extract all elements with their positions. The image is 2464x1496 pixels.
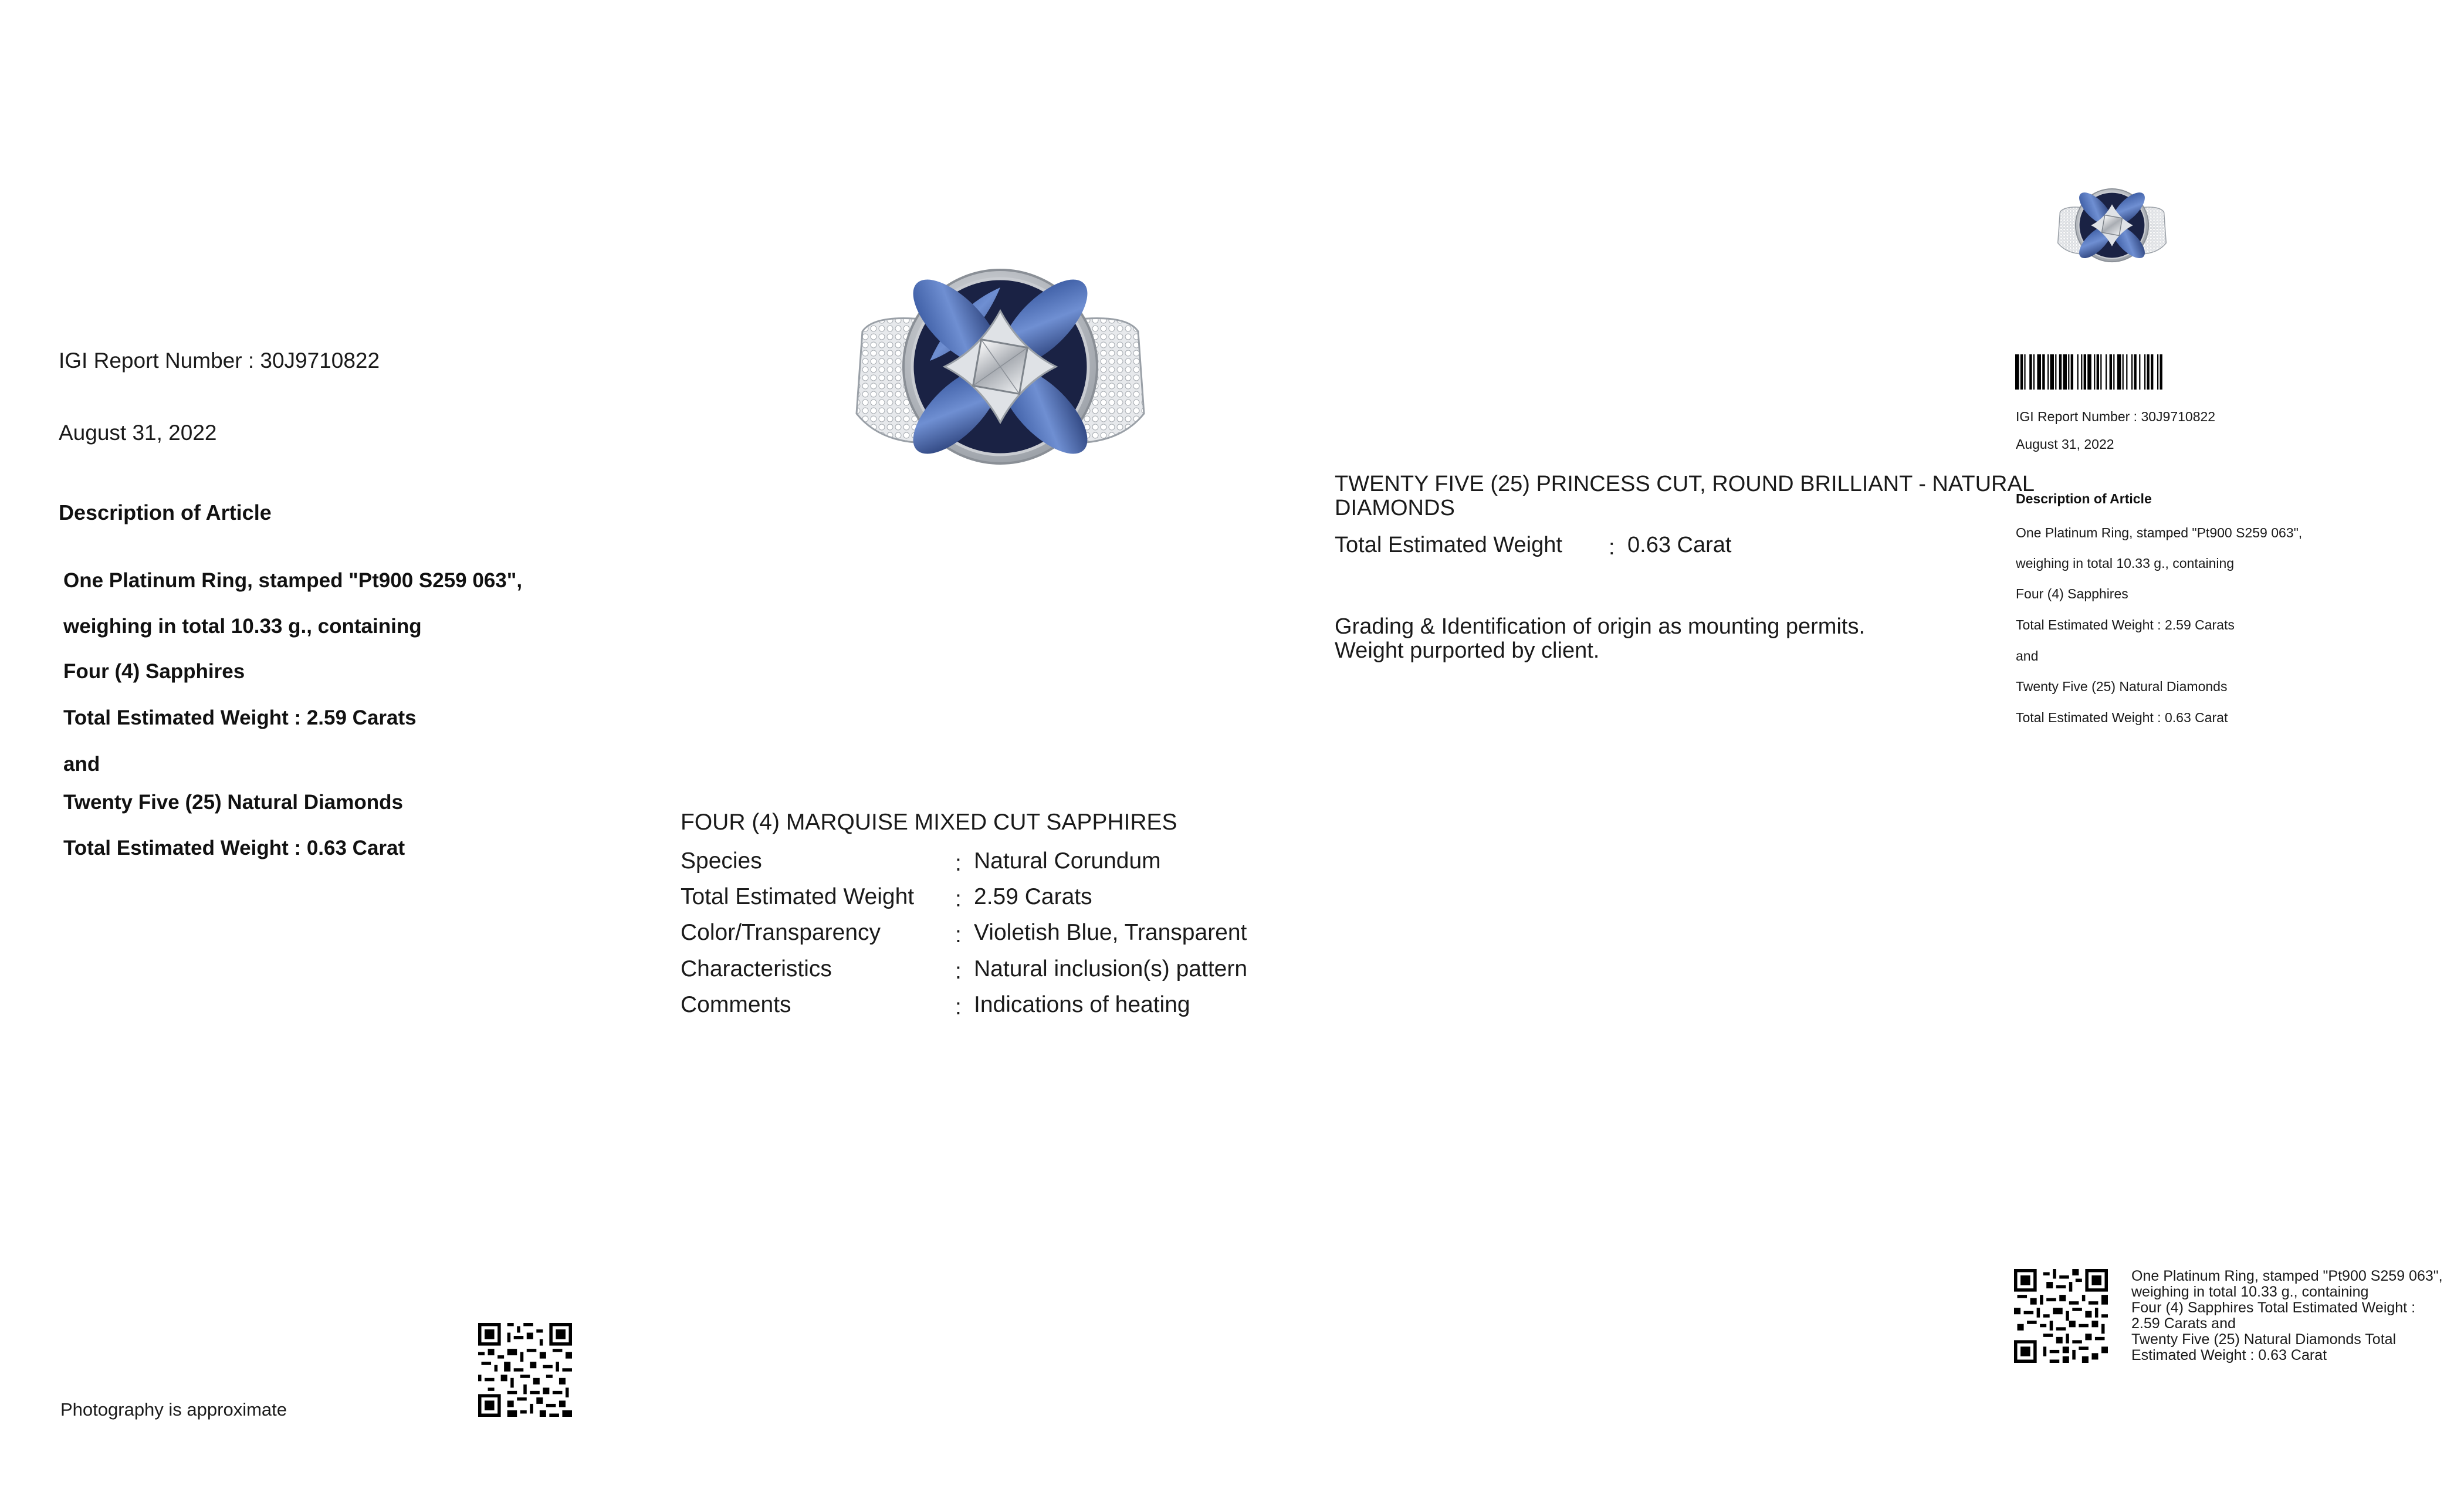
sapphire-row-label: Characteristics [681,956,832,981]
ring-photo [845,267,1156,469]
sapphire-row-sep: : [955,959,962,984]
sapphire-row-label: Total Estimated Weight [681,884,915,909]
sapphire-row-value: Indications of heating [974,992,1190,1017]
sapphire-row-value: Natural inclusion(s) pattern [974,956,1248,981]
photo-note: Photography is approximate [60,1399,287,1420]
card-footer-line: One Platinum Ring, stamped "Pt900 S259 063", [2131,1268,2443,1284]
card-footer-line: Twenty Five (25) Natural Diamonds Total [2131,1331,2397,1348]
sapphire-row-value: Natural Corundum [974,848,1161,874]
card-description-line: Twenty Five (25) Natural Diamonds [2016,679,2228,694]
grading-note-cont: Weight purported by client. [1335,638,1600,663]
grading-note: Grading & Identification of origin as mounting permits. [1335,614,1866,639]
card-description-line: Four (4) Sapphires [2016,586,2128,601]
report-date: August 31, 2022 [59,421,217,445]
description-heading: Description of Article [59,500,272,524]
ring-thumbnail [2053,188,2171,264]
description-line: Total Estimated Weight : 2.59 Carats [63,706,417,729]
diamonds-weight-value: 0.63 Carat [1627,533,1732,557]
card-report-number: IGI Report Number : 30J9710822 [2016,409,2216,424]
card-date: August 31, 2022 [2016,436,2114,452]
card-description-line: One Platinum Ring, stamped "Pt900 S259 063", [2016,525,2303,540]
description-line: One Platinum Ring, stamped "Pt900 S259 063", [63,569,523,592]
description-line: Four (4) Sapphires [63,660,245,683]
sapphire-row-sep: : [955,922,962,947]
diamonds-weight-sep: : [1609,535,1615,560]
sapphire-row-sep: : [955,994,962,1020]
sapphire-row-label: Comments [681,992,791,1017]
diamonds-heading-cont: DIAMONDS [1335,496,1455,520]
card-description-line: and [2016,648,2039,664]
sapphire-row-value: 2.59 Carats [974,884,1092,909]
description-line: and [63,753,100,776]
card-footer-line: Estimated Weight : 0.63 Carat [2131,1347,2327,1363]
card-description-line: Total Estimated Weight : 0.63 Carat [2016,710,2228,725]
card-footer-line: Four (4) Sapphires Total Estimated Weight : [2131,1299,2416,1316]
diamonds-heading: TWENTY FIVE (25) PRINCESS CUT, ROUND BRILLIANT - NATURAL [1335,472,2035,496]
sapphire-row-sep: : [955,851,962,876]
report-number: IGI Report Number : 30J9710822 [59,348,380,373]
card-footer-line: 2.59 Carats and [2131,1315,2236,1332]
qr-code-icon [478,1323,572,1417]
description-line: Twenty Five (25) Natural Diamonds [63,791,403,814]
sapphire-row-value: Violetish Blue, Transparent [974,920,1247,945]
card-description-line: Total Estimated Weight : 2.59 Carats [2016,617,2235,632]
description-line: weighing in total 10.33 g., containing [63,615,422,638]
sapphire-row-label: Color/Transparency [681,920,881,945]
card-qr-code-icon [2014,1269,2108,1363]
sapphires-heading: FOUR (4) MARQUISE MIXED CUT SAPPHIRES [681,810,1177,835]
sapphire-row-label: Species [681,848,762,874]
sapphire-row-sep: : [955,886,962,912]
diamonds-weight-label: Total Estimated Weight [1335,533,1562,557]
description-line: Total Estimated Weight : 0.63 Carat [63,837,405,859]
card-description-heading: Description of Article [2016,491,2152,506]
barcode-icon [2015,354,2203,390]
card-description-line: weighing in total 10.33 g., containing [2016,556,2235,571]
card-footer-line: weighing in total 10.33 g., containing [2131,1284,2369,1300]
